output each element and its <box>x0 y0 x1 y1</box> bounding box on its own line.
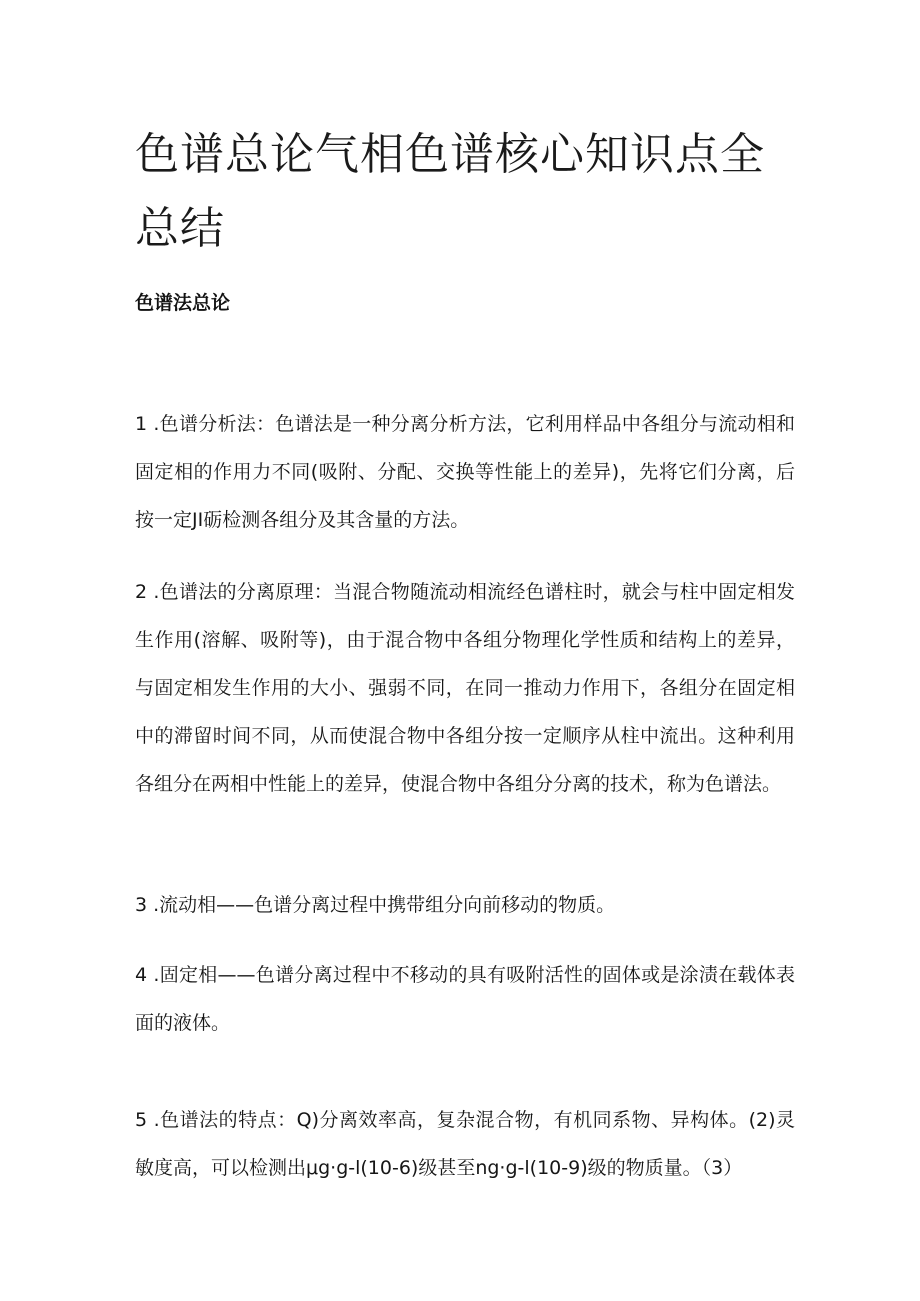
document-title: 色谱总论气相色谱核心知识点全总结 <box>135 129 765 254</box>
section-heading: 色谱法总论 <box>135 292 231 314</box>
paragraph-chromatography-definition: 1 .色谱分析法：色谱法是一种分离分析方法，它利用样品中各组分与流动相和固定相的作用力不同(吸附、分配、交换等性能上的差异)，先将它们分离，后按一定JI砺检测各组分及其含量的方法。 <box>135 413 795 531</box>
paragraph-characteristics: 5 .色谱法的特点：Q)分离效率高，复杂混合物，有机同系物、异构体。(2)灵敏度高，可以检测出μg·g-l(10-6)级甚至ng·g-l(10-9)级的物质量。（3） <box>135 1109 795 1179</box>
paragraph-stationary-phase: 4 .固定相——色谱分离过程中不移动的具有吸附活性的固体或是涂渍在载体表面的液体。 <box>135 964 795 1034</box>
paragraph-mobile-phase: 3 .流动相——色谱分离过程中携带组分向前移动的物质。 <box>135 894 616 916</box>
paragraph-separation-principle: 2 .色谱法的分离原理：当混合物随流动相流经色谱柱时，就会与柱中固定相发生作用(溶解、吸附等)，由于混合物中各组分物理化学性质和结构上的差异，与固定相发生作用的大小、强弱不同，在同一推动力作用下，各组分在固定相中的滞留时间不同，从而使混合物中各组分按一定顺序从柱中流出。这种利用各组分在两相中性能上的差异，使混合物中各组分分离的技术，称为色谱法。 <box>135 581 795 795</box>
